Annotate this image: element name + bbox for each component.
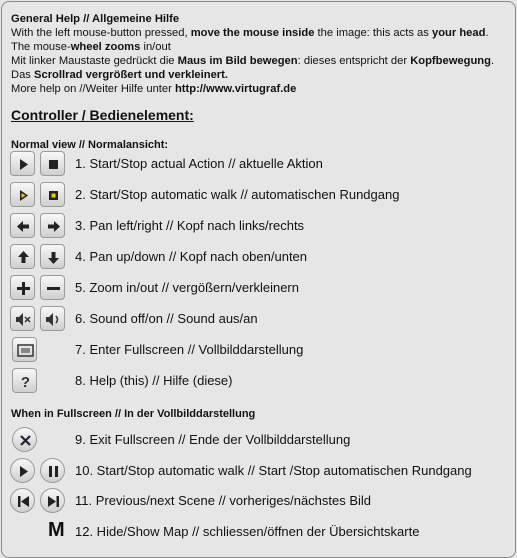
fullscreen-row-4 bbox=[0, 517, 517, 547]
fullscreen-row-3 bbox=[0, 486, 517, 516]
control-label: 9. Exit Fullscreen // Ende der Vollbilddarstellung bbox=[75, 432, 351, 447]
row-icons bbox=[10, 368, 66, 394]
sound-off-icon[interactable] bbox=[10, 306, 35, 331]
play-icon[interactable] bbox=[10, 458, 35, 483]
normal-row-1 bbox=[0, 149, 517, 179]
text-bold: your head bbox=[431, 27, 486, 39]
control-label: 1. Start/Stop actual Action // aktuelle Aktion bbox=[75, 156, 323, 171]
help-title-text: General Help // Allgemeine Hilfe bbox=[11, 13, 180, 25]
text: : dieses entspricht der bbox=[297, 55, 411, 67]
row-icons bbox=[10, 213, 66, 239]
row-icons bbox=[10, 182, 66, 208]
normal-row-4 bbox=[0, 242, 517, 272]
text: in/out bbox=[140, 41, 171, 53]
control-label: 10. Start/Stop automatic walk // Start /Stop automatischen Rundgang bbox=[75, 462, 472, 478]
general-help-text bbox=[11, 12, 511, 96]
arrow-down-icon[interactable] bbox=[40, 244, 65, 269]
text: Mit linker Maustaste gedrückt die bbox=[11, 55, 178, 67]
map-m-icon[interactable]: M bbox=[48, 518, 65, 541]
normal-row-5 bbox=[0, 273, 517, 303]
pause-icon[interactable] bbox=[40, 458, 65, 483]
fullscreen-title: When in Fullscreen // In der Vollbilddarstellung bbox=[11, 408, 256, 420]
text: the image: this acts as bbox=[314, 27, 432, 39]
row-icons bbox=[10, 151, 66, 177]
help-title bbox=[11, 12, 511, 26]
stop-icon[interactable] bbox=[40, 151, 65, 176]
row-icons bbox=[10, 244, 66, 270]
play-icon[interactable] bbox=[10, 151, 35, 176]
control-label: 12. Hide/Show Map // schliessen/öffnen der Übersichtskarte bbox=[75, 523, 420, 539]
text-bold: Maus im Bild bewegen bbox=[177, 55, 298, 67]
text-bold: Kopfbewegung bbox=[410, 55, 491, 67]
row-icons bbox=[10, 275, 66, 301]
text: More help on //Weiter Hilfe unter bbox=[11, 83, 175, 95]
arrow-right-icon[interactable] bbox=[40, 213, 65, 238]
help-line-5 bbox=[11, 82, 511, 96]
text-bold: Scrollrad vergrößert und verkleinert. bbox=[34, 69, 228, 81]
row-icons bbox=[10, 488, 66, 514]
controller-heading: Controller / Bedienelement: bbox=[11, 107, 194, 123]
exit-fullscreen-icon[interactable] bbox=[12, 427, 37, 452]
text: . bbox=[485, 27, 489, 39]
text: . bbox=[490, 55, 495, 67]
svg-text:?: ? bbox=[20, 374, 31, 391]
fullscreen-row-2 bbox=[0, 456, 517, 486]
text: The mouse- bbox=[11, 41, 71, 53]
normal-view-title: Normal view // Normalansicht: bbox=[11, 139, 169, 151]
normal-row-6 bbox=[0, 304, 517, 334]
zoom-out-icon[interactable] bbox=[40, 275, 65, 300]
arrow-up-icon[interactable] bbox=[10, 244, 35, 269]
row-icons bbox=[10, 337, 66, 363]
previous-scene-icon[interactable] bbox=[10, 488, 35, 513]
fullscreen-icon[interactable] bbox=[12, 337, 37, 362]
control-label: 4. Pan up/down // Kopf nach oben/unten bbox=[75, 249, 308, 264]
row-icons bbox=[10, 306, 66, 332]
control-label: 7. Enter Fullscreen // Vollbilddarstellung bbox=[75, 342, 304, 357]
next-scene-icon[interactable] bbox=[40, 488, 65, 513]
control-label: 6. Sound off/on // Sound aus/an bbox=[75, 311, 258, 326]
fullscreen-row-1 bbox=[0, 425, 517, 455]
text: Das bbox=[11, 69, 35, 81]
help-line-4 bbox=[11, 68, 511, 82]
arrow-left-icon[interactable] bbox=[10, 213, 35, 238]
help-line-2 bbox=[11, 40, 511, 54]
normal-row-8 bbox=[0, 366, 517, 396]
control-label: 3. Pan left/right // Kopf nach links/rechts bbox=[75, 218, 305, 233]
control-label: 8. Help (this) // Hilfe (diese) bbox=[75, 373, 233, 388]
sound-on-icon[interactable] bbox=[40, 306, 65, 331]
auto-stop-icon[interactable] bbox=[40, 182, 65, 207]
row-icons bbox=[10, 519, 66, 545]
auto-play-icon[interactable] bbox=[10, 182, 35, 207]
help-line-3 bbox=[11, 54, 511, 68]
row-icons bbox=[10, 427, 66, 453]
help-line-1 bbox=[11, 26, 511, 40]
normal-row-7 bbox=[0, 335, 517, 365]
row-icons bbox=[10, 458, 66, 484]
help-link[interactable]: http://www.virtugraf.de bbox=[174, 83, 297, 95]
normal-row-2 bbox=[0, 180, 517, 210]
control-label: 5. Zoom in/out // vergößern/verkleinern bbox=[75, 280, 299, 295]
normal-row-3 bbox=[0, 211, 517, 241]
zoom-in-icon[interactable] bbox=[10, 275, 35, 300]
control-label: 2. Start/Stop automatic walk // automatischen Rundgang bbox=[75, 187, 400, 202]
help-icon[interactable] bbox=[12, 368, 37, 393]
text-bold: wheel zooms bbox=[70, 41, 141, 53]
text: With the left mouse-button pressed, bbox=[11, 27, 191, 39]
text-bold: move the mouse inside bbox=[190, 27, 315, 39]
control-label: 11. Previous/next Scene // vorheriges/nächstes Bild bbox=[75, 493, 372, 508]
